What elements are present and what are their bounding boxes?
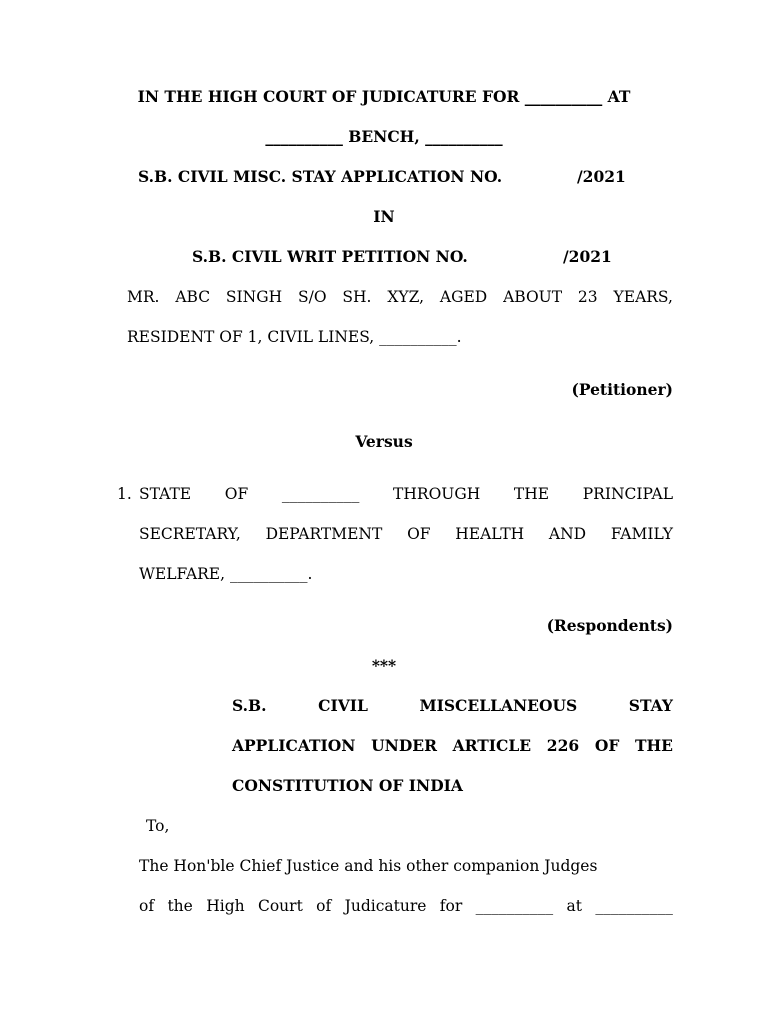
respondent-word: AND xyxy=(548,525,587,543)
title-word: 226 xyxy=(546,736,580,755)
petitioner-line1 xyxy=(127,287,673,307)
address-word: Court xyxy=(257,897,303,915)
separator-stars: *** xyxy=(371,656,397,675)
title-line1 xyxy=(232,696,673,716)
title-line3: CONSTITUTION OF INDIA xyxy=(232,776,463,795)
writ-petition-year: /2021 xyxy=(563,247,612,266)
petitioner-word: SH. xyxy=(342,288,372,306)
address-line1: The Hon'ble Chief Justice and his other companion Judges xyxy=(139,857,598,875)
address-word: for xyxy=(439,897,463,915)
stay-application-prefix: S.B. CIVIL MISC. STAY APPLICATION NO. xyxy=(138,167,503,186)
respondent-word: FAMILY xyxy=(610,525,673,543)
title-word: ARTICLE xyxy=(452,736,532,755)
court-heading-line2: __________ BENCH, __________ xyxy=(265,127,503,146)
address-to: To, xyxy=(146,817,170,835)
respondent-number: 1. xyxy=(117,485,132,503)
respondent-word: THROUGH xyxy=(393,485,481,503)
title-line2 xyxy=(232,736,673,756)
address-word: __________ xyxy=(595,897,673,915)
petitioner-word: ABOUT xyxy=(503,288,563,306)
title-word: APPLICATION xyxy=(232,736,356,755)
stay-application-number xyxy=(138,167,502,187)
title-word: CIVIL xyxy=(318,696,368,715)
respondent-word: THE xyxy=(513,485,550,503)
respondent-word: PRINCIPAL xyxy=(582,485,673,503)
title-word: STAY xyxy=(628,696,673,715)
petitioner-word: ABC xyxy=(175,288,211,306)
address-word: High xyxy=(206,897,245,915)
address-word: __________ xyxy=(475,897,554,915)
title-word: S.B. xyxy=(232,696,267,715)
stay-application-year: /2021 xyxy=(577,167,626,186)
respondent-word: SECRETARY, xyxy=(139,525,241,543)
respondent-word: HEALTH xyxy=(455,525,525,543)
petitioner-word: SINGH xyxy=(225,288,283,306)
petitioner-word: MR. xyxy=(127,288,160,306)
petitioner-word: 23 xyxy=(577,288,598,306)
respondent-word: OF xyxy=(224,485,249,503)
court-heading-line1: IN THE HIGH COURT OF JUDICATURE FOR __________ AT xyxy=(137,87,631,106)
title-word: OF xyxy=(594,736,620,755)
respondent-word: OF xyxy=(407,525,431,543)
versus-label: Versus xyxy=(355,432,413,451)
respondent-line2 xyxy=(139,524,673,544)
title-word: UNDER xyxy=(371,736,437,755)
petitioner-line2: RESIDENT OF 1, CIVIL LINES, __________. xyxy=(127,328,462,346)
petitioner-word: XYZ, xyxy=(387,288,425,306)
title-word: THE xyxy=(635,736,673,755)
address-word: at xyxy=(566,897,583,915)
address-word: Judicature xyxy=(344,897,427,915)
address-word: of xyxy=(316,897,332,915)
in-connector: IN xyxy=(373,207,395,226)
petitioner-word: S/O xyxy=(297,288,327,306)
writ-petition-prefix: S.B. CIVIL WRIT PETITION NO. xyxy=(192,247,468,266)
petitioner-word: YEARS, xyxy=(613,288,673,306)
address-word: of xyxy=(139,897,155,915)
title-word: MISCELLANEOUS xyxy=(419,696,578,715)
address-word: the xyxy=(167,897,193,915)
petitioner-word: AGED xyxy=(439,288,488,306)
respondent-line3: WELFARE, __________. xyxy=(139,565,313,583)
respondent-word: __________ xyxy=(281,485,360,503)
respondent-label: (Respondents) xyxy=(546,616,673,635)
petitioner-label: (Petitioner) xyxy=(571,380,673,399)
respondent-line1 xyxy=(139,484,673,504)
address-line2 xyxy=(139,896,673,916)
respondent-word: STATE xyxy=(139,485,192,503)
respondent-word: DEPARTMENT xyxy=(265,525,383,543)
